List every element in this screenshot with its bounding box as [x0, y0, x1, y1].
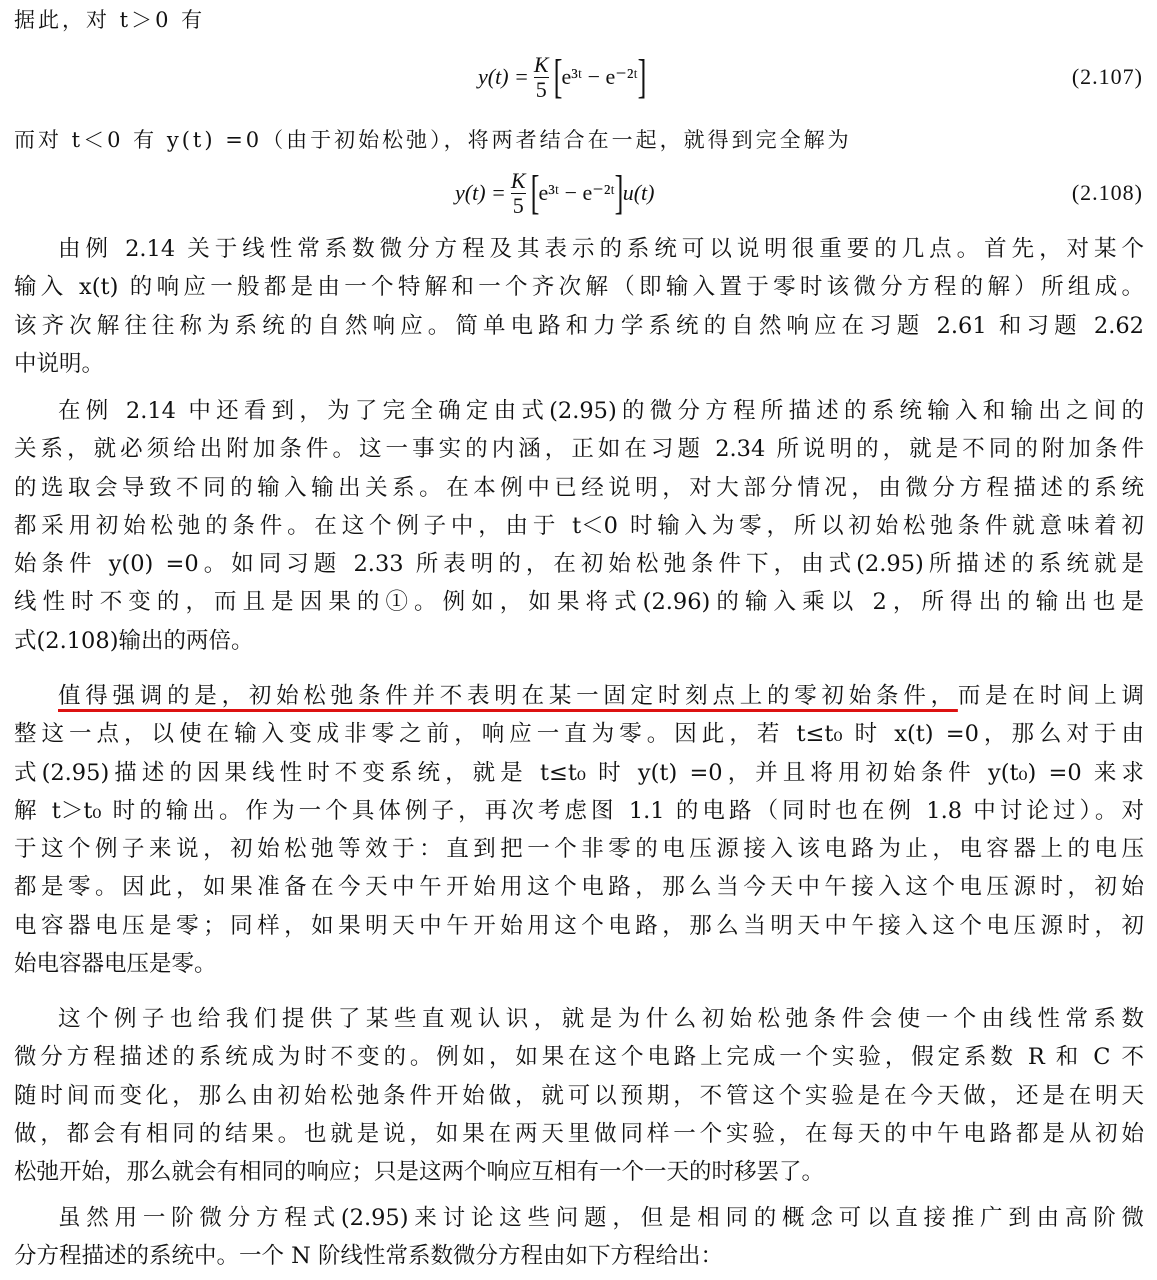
fraction-numerator: K [510, 168, 526, 194]
equation-tail: u(t) [622, 180, 655, 205]
paragraph-first-line [14, 677, 1144, 715]
highlighted-sentence: 值得强调的是，初始松弛条件并不表明在某一固定时刻点上的零初始条件， [58, 683, 958, 709]
paragraph-2 [14, 392, 1144, 660]
paragraph-line: 中说明。 [14, 350, 105, 377]
paragraph-line: 输入 x(t) 的响应一般都是由一个特解和一个齐次解（即输入置于零时该微分方程的解）所组成。 [14, 274, 1144, 301]
paragraph-line: 线性时不变的，而且是因果的①。例如，如果将式(2.96)的输入乘以 2，所得出的输出也是 [14, 589, 1144, 616]
paragraph-4 [14, 1000, 1144, 1191]
intro-line: 据此，对 t＞0 有 [14, 8, 206, 32]
equation-number: (2.108) [1071, 180, 1143, 205]
paragraph-line: 式(2.95)描述的因果线性时不变系统，就是 t≤t₀ 时 y(t) =0，并且将用初始条件 y(t₀) =0 来求 [14, 759, 1144, 786]
paragraph-line: 于这个例子来说，初始松弛等效于：直到把一个非零的电压源接入该电路为止，电容器上的电压 [14, 836, 1144, 863]
paragraph-line: 始电容器电压是零。 [14, 951, 217, 978]
paragraph-line: 关系，就必须给出附加条件。这一事实的内涵，正如在习题 2.34 所说明的，就是不同的附加条件 [14, 436, 1144, 463]
first-line-rest: 而是在时间上调 [957, 683, 1144, 709]
bracket-content: e³ᵗ − e⁻²ᵗ [538, 180, 615, 205]
equation-2-107 [0, 42, 1157, 112]
fraction-k-over-5 [532, 53, 551, 100]
paragraph-line: 该齐次解往往称为系统的自然响应。简单电路和力学系统的自然响应在习题 2.61 和习题 2.62 [14, 312, 1144, 339]
paragraph-line: 做，都会有相同的结果。也就是说，如果在两天里做同样一个实验，在每天的中午电路都是从初始 [14, 1120, 1144, 1147]
paragraph-line: 这个例子也给我们提供了某些直观认识，就是为什么初始松弛条件会使一个由线性常系数 [58, 1006, 1144, 1032]
paragraph-3 [14, 677, 1144, 983]
fraction-denominator: 5 [535, 76, 547, 102]
paragraph-line: 分方程描述的系统中。一个 N 阶线性常系数微分方程由如下方程给出： [14, 1243, 723, 1270]
paragraph-line: 解 t＞t₀ 时的输出。作为一个具体例子，再次考虑图 1.1 的电路（同时也在例 1.8 中讨论过）。对 [14, 797, 1144, 824]
equation-number: (2.107) [1071, 64, 1143, 89]
equation-2-108 [0, 158, 1157, 228]
paragraph-line: 都是零。因此，如果准备在今天中午开始用这个电路，那么当今天中午接入这个电压源时，初始 [14, 874, 1144, 901]
paragraph-line: 的选取会导致不同的输入输出关系。在本例中已经说明，对大部分情况，由微分方程描述的系统 [14, 474, 1144, 501]
equation-2-108-body [455, 158, 654, 228]
fraction-numerator: K [533, 52, 549, 78]
paragraph-1 [14, 230, 1144, 383]
paragraph-line: 始条件 y(0) =0。如同习题 2.33 所表明的，在初始松弛条件下，由式(2.95)所描述的系统就是 [14, 551, 1144, 578]
paragraph-line: 虽然用一阶微分方程式(2.95)来讨论这些问题，但是相同的概念可以直接推广到由高阶微 [58, 1205, 1144, 1231]
middle-line: 而对 t＜0 有 y(t) =0（由于初始松弛），将两者结合在一起，就得到完全解为 [14, 128, 852, 152]
paragraph-line: 随时间而变化，那么由初始松弛条件开始做，就可以预期，不管这个实验是在今天做，还是在明天 [14, 1082, 1144, 1109]
close-bracket: ] [637, 50, 647, 103]
paragraph-line: 整这一点，以使在输入变成非零之前，响应一直为零。因此，若 t≤t₀ 时 x(t) =0，那么对于由 [14, 721, 1144, 748]
paragraph-5 [14, 1199, 1144, 1276]
paragraph-line: 由例 2.14 关于线性常系数微分方程及其表示的系统可以说明很重要的几点。首先，对某个 [58, 236, 1144, 262]
open-bracket: [ [530, 166, 539, 219]
paragraph-line: 都采用初始松弛的条件。在这个例子中，由于 t＜0 时输入为零，所以初始松弛条件就意味着初 [14, 512, 1144, 539]
paragraph-line: 松弛开始，那么就会有相同的响应；只是这两个响应互相有一个一天的时移罢了。 [14, 1159, 825, 1186]
paragraph-line: 式(2.108)输出的两倍。 [14, 627, 254, 654]
open-bracket: [ [553, 50, 562, 103]
paragraph-line: 电容器电压是零；同样，如果明天中午开始用这个电路，那么当明天中午接入这个电压源时，初 [14, 912, 1144, 939]
paragraph-line: 在例 2.14 中还看到，为了完全确定由式(2.95)的微分方程所描述的系统输入和输出之间的 [58, 398, 1144, 424]
bracket-content: e³ᵗ − e⁻²ᵗ [561, 64, 638, 89]
fraction-denominator: 5 [512, 192, 524, 218]
close-bracket: ] [614, 166, 624, 219]
equation-lhs: y(t) = [478, 64, 529, 89]
equation-lhs: y(t) = [455, 180, 506, 205]
paragraph-line: 微分方程描述的系统成为时不变的。例如，如果在这个电路上完成一个实验，假定系数 R 和 C 不 [14, 1044, 1144, 1071]
fraction-k-over-5 [509, 169, 528, 216]
equation-2-107-body [478, 42, 646, 112]
